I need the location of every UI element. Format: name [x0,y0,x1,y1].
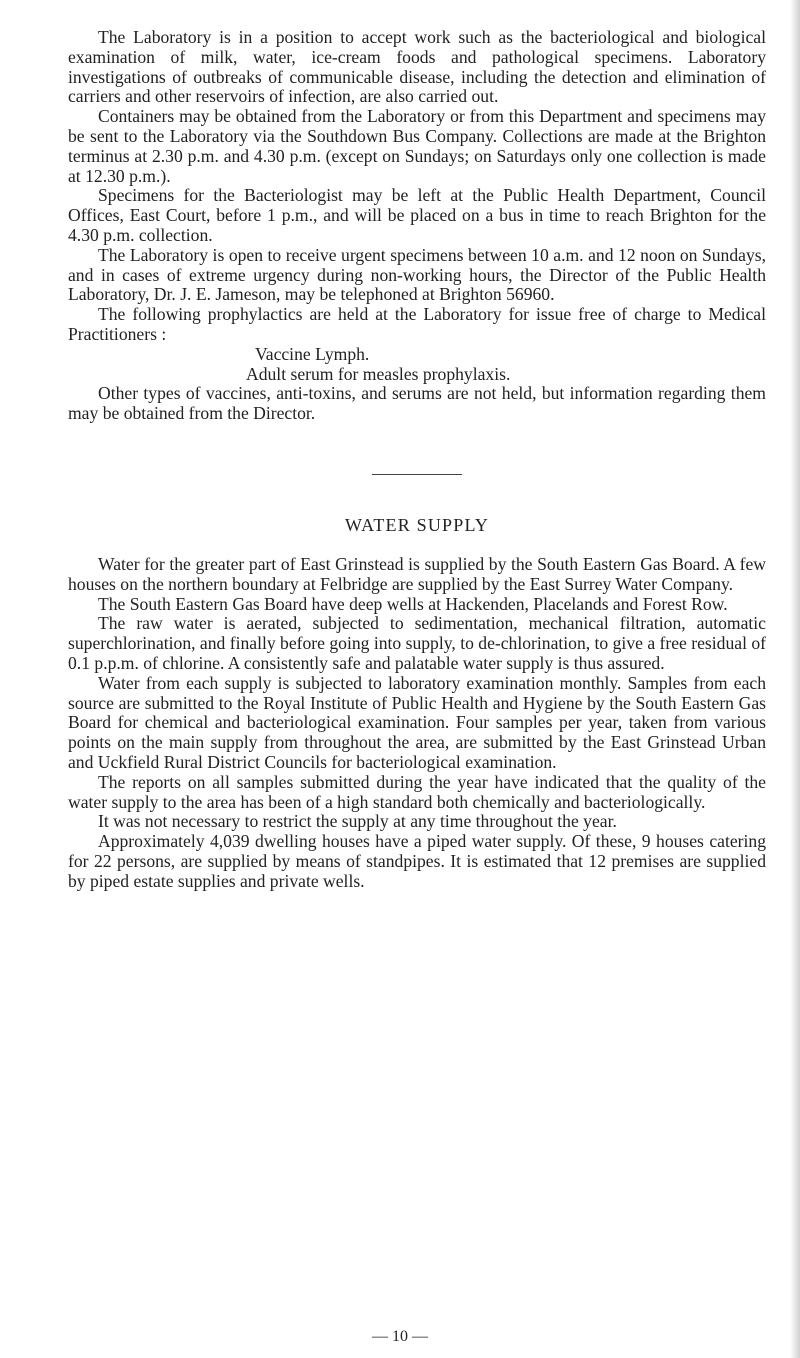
paragraph-reports: The reports on all samples submitted during the year have indicated that the quality of the water supply to the area has been of a high standard both chemically and bacteriologically. [68,771,766,812]
prophylactic-item: Adult serum for measles prophylaxis. [246,363,511,384]
paragraph-laboratory-work: The Laboratory is in a position to accept work such as the bacteriological and biological examination of milk, water, ice-cream foods and pathological specimens. Laboratory investigations of outbreaks of communicable disease, including the detection and elimination of carriers and other reservoirs of infection, are also carried out. [68,27,766,107]
paragraph-prophylactics: The following prophylactics are held at the Laboratory for issue free of charge to Medical Practitioners : [68,304,766,344]
paragraph-water-source: Water for the greater part of East Grinstead is supplied by the South Eastern Gas Board. A few houses on the northern boundary at Felbridge are supplied by the East Surrey Water Company. [68,553,766,594]
section-heading: WATER SUPPLY [344,514,490,535]
page-number: — 10 — [372,1328,428,1345]
section-divider [372,474,462,475]
paragraph-containers: Containers may be obtained from the Laboratory or from this Department and specimens may be sent to the Laboratory via the Southdown Bus Company. Collections are made at the Brighton terminus at 2.30 p.m. and 4.30 p.m. (except on Sundays; on Saturdays only one collection is made at 12.30 p.m.). [68,106,766,186]
paragraph-treatment: The raw water is aerated, subjected to sedimentation, mechanical filtration, automatic superchlorination, and finally before going into supply, to de-chlorination, to give a free residual of 0.1 p.p.m. of chlorine. A consistently safe and palatable water supply is thus assured. [68,613,767,673]
paragraph-examination: Water from each supply is subjected to laboratory examination monthly. Samples from each source are submitted to the Royal Institute of Public Health and Hygiene by the South Eastern Gas Board for chemical and bacteriological examination. Four samples per year, taken from various points on the main supply from throughout the area, are submitted by the East Grinstead Urban and Uckfield Rural District Councils for bacteriological examination. [68,672,766,772]
paragraph-restriction: It was not necessary to restrict the supply at any time throughout the year. [98,811,617,832]
paragraph-specimens: Specimens for the Bacteriologist may be left at the Public Health Department, Council Offices, East Court, before 1 p.m., and will be placed on a bus in time to reach Brighton for the 4.30 p.m. collection. [68,185,766,245]
page-edge-shadow [790,0,800,1358]
paragraph-wells: The South Eastern Gas Board have deep wells at Hackenden, Placelands and Forest Row. [98,593,728,614]
paragraph-other-vaccines: Other types of vaccines, anti-toxins, and serums are not held, but information regarding them may be obtained from the Director. [68,383,766,424]
document-page [68,28,766,891]
paragraph-urgent-specimens: The Laboratory is open to receive urgent specimens between 10 a.m. and 12 noon on Sundays, and in cases of extreme urgency during non-working hours, the Director of the Public Health Laboratory, Dr. J. E. Jameson, may be telephoned at Brighton 56960. [68,244,766,305]
paragraph-dwellings: Approximately 4,039 dwelling houses have a piped water supply. Of these, 9 houses catering for 22 persons, are supplied by means of standpipes. It is estimated that 12 premises are supplied by piped estate supplies and private wells. [68,831,766,891]
prophylactic-item: Vaccine Lymph. [255,343,370,364]
